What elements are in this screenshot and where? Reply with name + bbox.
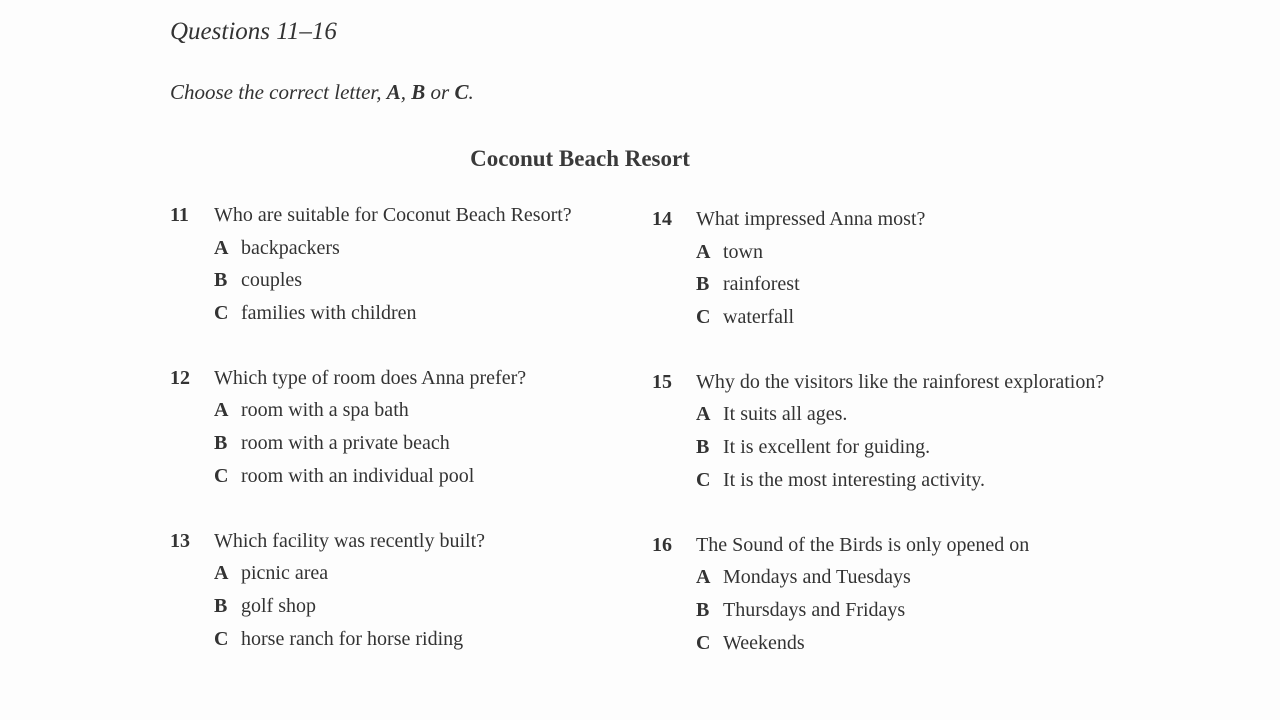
option-letter: A — [214, 562, 229, 585]
question-number: 15 — [652, 370, 672, 393]
option-letter: A — [696, 566, 711, 589]
indent — [652, 431, 696, 464]
option-b[interactable] — [652, 431, 1172, 464]
indent — [652, 594, 696, 627]
indent — [652, 268, 696, 301]
questions-right-column — [652, 203, 1172, 691]
option-text: It suits all ages. — [723, 403, 848, 426]
option-text: families with children — [241, 302, 417, 325]
option-text: golf shop — [241, 594, 316, 617]
option-letter: B — [214, 594, 228, 617]
option-a[interactable] — [170, 394, 650, 427]
option-letter: C — [214, 627, 229, 650]
indent — [170, 590, 214, 623]
option-text: picnic area — [241, 562, 329, 585]
option-a[interactable] — [170, 232, 650, 265]
indent — [652, 561, 696, 594]
option-c[interactable] — [652, 464, 1172, 497]
question-11 — [170, 199, 650, 330]
option-letter: A — [214, 399, 229, 422]
option-text: Thursdays and Fridays — [723, 598, 906, 621]
option-letter: C — [696, 631, 711, 654]
instruction — [170, 78, 474, 106]
option-b[interactable] — [170, 264, 650, 297]
option-b[interactable] — [170, 590, 650, 623]
question-text: Which facility was recently built? — [214, 529, 486, 552]
option-letter: C — [214, 464, 229, 487]
option-a[interactable] — [652, 236, 1172, 269]
indent — [170, 623, 214, 656]
option-text: horse ranch for horse riding — [241, 627, 464, 650]
option-c[interactable] — [170, 623, 650, 656]
option-text: town — [723, 240, 763, 263]
option-letter: A — [214, 236, 229, 259]
option-letter: B — [696, 273, 710, 296]
indent — [170, 232, 214, 265]
option-text: rainforest — [723, 273, 800, 296]
indent — [170, 297, 214, 330]
question-13 — [170, 525, 650, 656]
question-14 — [652, 203, 1172, 334]
option-text: It is the most interesting activity. — [723, 468, 985, 491]
question-number: 13 — [170, 529, 190, 552]
option-b[interactable] — [652, 268, 1172, 301]
question-text: The Sound of the Birds is only opened on — [696, 533, 1030, 556]
option-text: room with a spa bath — [241, 399, 409, 422]
option-a[interactable] — [652, 398, 1172, 431]
indent — [652, 236, 696, 269]
option-text: Weekends — [723, 631, 805, 654]
question-text: Why do the visitors like the rainforest exploration? — [696, 370, 1105, 393]
question-text: Which type of room does Anna prefer? — [214, 366, 527, 389]
question-text: Who are suitable for Coconut Beach Resort? — [214, 204, 572, 226]
option-letter: B — [696, 436, 710, 459]
indent — [652, 627, 696, 660]
option-letter: B — [214, 269, 228, 292]
letter-c: C — [454, 80, 469, 104]
option-letter: A — [696, 240, 711, 263]
question-16 — [652, 529, 1172, 660]
option-a[interactable] — [652, 561, 1172, 594]
questions-left-column — [170, 199, 650, 687]
option-b[interactable] — [652, 594, 1172, 627]
option-text: couples — [241, 269, 303, 292]
option-text: waterfall — [723, 306, 795, 329]
option-c[interactable] — [652, 627, 1172, 660]
letter-a: A — [386, 80, 401, 104]
option-letter: C — [214, 302, 229, 325]
indent — [170, 557, 214, 590]
question-number: 12 — [170, 366, 190, 389]
instruction-suffix: . — [468, 80, 474, 104]
option-text: Mondays and Tuesdays — [723, 566, 911, 589]
question-text: What impressed Anna most? — [696, 208, 926, 230]
option-letter: C — [696, 306, 711, 329]
indent — [652, 464, 696, 497]
indent — [652, 301, 696, 334]
option-text: It is excellent for guiding. — [723, 436, 931, 459]
option-b[interactable] — [170, 427, 650, 460]
letter-b: B — [411, 80, 426, 104]
option-letter: C — [696, 468, 711, 491]
indent — [170, 394, 214, 427]
document-title: Coconut Beach Resort — [470, 146, 690, 171]
indent — [652, 398, 696, 431]
section-heading: Questions 11–16 — [170, 18, 337, 45]
option-letter: A — [696, 403, 711, 426]
question-15 — [652, 366, 1172, 497]
option-letter: B — [214, 432, 228, 455]
question-number: 14 — [652, 208, 672, 230]
instruction-sep: or — [425, 80, 455, 104]
instruction-sep: , — [400, 80, 412, 104]
option-text: backpackers — [241, 236, 340, 259]
question-12 — [170, 362, 650, 493]
option-letter: B — [696, 598, 710, 621]
option-c[interactable] — [170, 460, 650, 493]
indent — [170, 427, 214, 460]
indent — [170, 264, 214, 297]
option-c[interactable] — [170, 297, 650, 330]
question-number: 16 — [652, 533, 672, 556]
option-text: room with a private beach — [241, 432, 450, 455]
indent — [170, 460, 214, 493]
option-text: room with an individual pool — [241, 464, 475, 487]
instruction-text: Choose the correct letter, — [170, 80, 387, 104]
option-a[interactable] — [170, 557, 650, 590]
question-number: 11 — [170, 204, 189, 226]
option-c[interactable] — [652, 301, 1172, 334]
